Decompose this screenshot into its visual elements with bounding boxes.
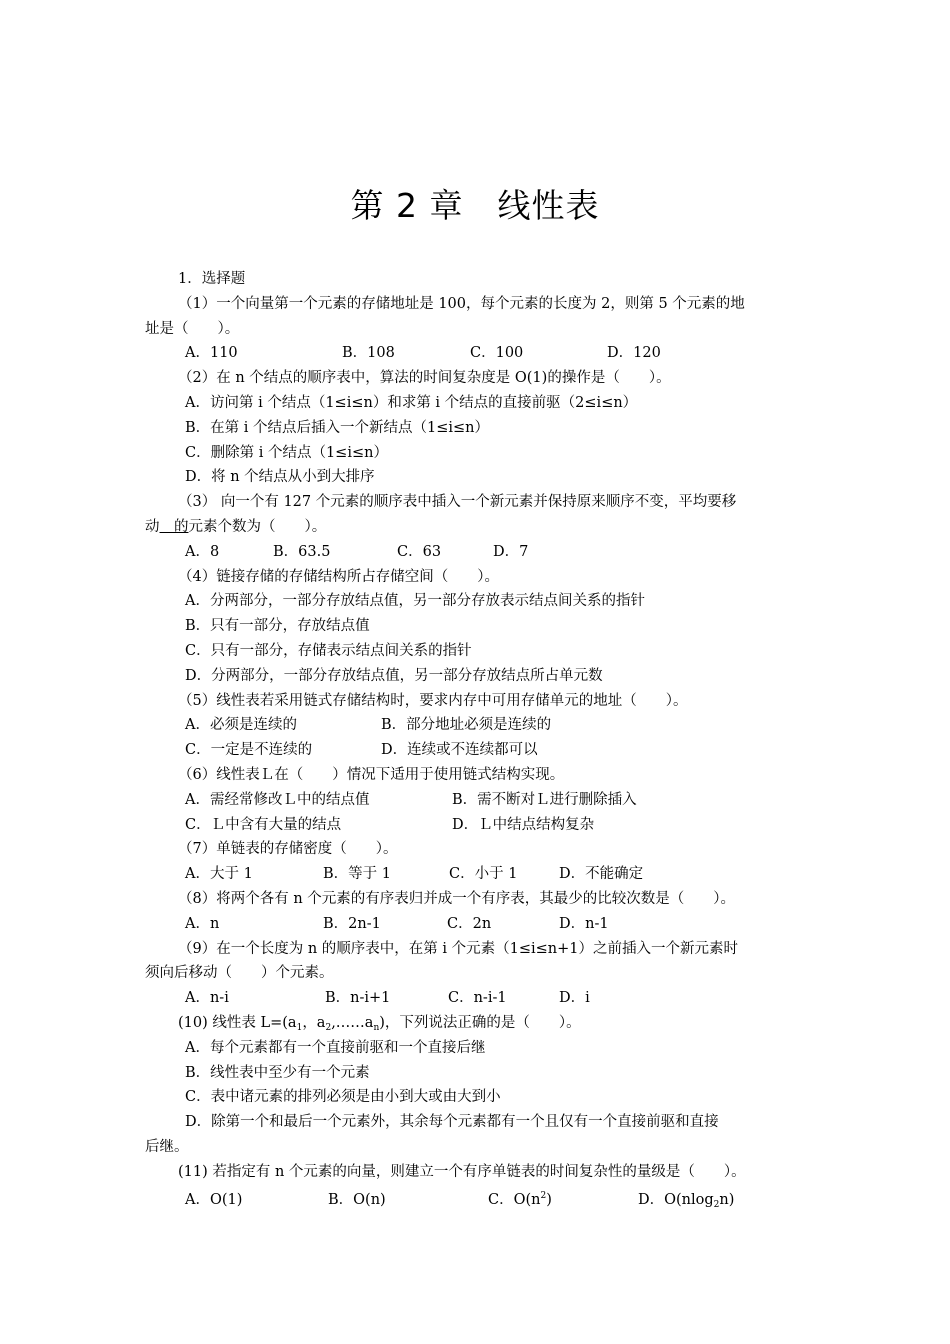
q6-options-row1 <box>145 788 810 813</box>
q3-option-a: A．8 <box>185 543 220 560</box>
q3-option-d: D．7 <box>493 543 529 560</box>
q7-option-c: C．小于 1 <box>449 866 518 883</box>
q3-option-c: C．63 <box>397 543 442 560</box>
q5-options-row2 <box>145 738 810 763</box>
q3-options <box>145 540 810 565</box>
q11-options <box>145 1184 810 1209</box>
q10-stem-part-d: )，下列说法正确的是（ ）。 <box>379 1014 581 1031</box>
q11-option-d-subscript: 2 <box>713 1200 720 1211</box>
q10-stem-part-b: ，a <box>302 1014 326 1031</box>
q1-option-c: C．100 <box>470 345 524 362</box>
q10-option-d-continuation: 后继。 <box>145 1138 189 1155</box>
q10-option-c: C．表中诸元素的排列必须是由小到大或由大到小 <box>185 1089 501 1106</box>
q3-underlined-text: 的 <box>159 518 189 535</box>
q2-stem: （2）在 n 个结点的顺序表中，算法的时间复杂度是 O(1)的操作是（ ）。 <box>178 370 671 387</box>
q5-stem: （5）线性表若采用链式存储结构时，要求内存中可用存储单元的地址（ ）。 <box>178 692 688 709</box>
q9-option-c: C．n-i-1 <box>448 990 507 1007</box>
q2-option-b: B．在第 i 个结点后插入一个新结点（1≤i≤n） <box>185 419 490 436</box>
q10-option-d: D．除第一个和最后一个元素外，其余每个元素都有一个且仅有一个直接前驱和直接 <box>185 1114 719 1131</box>
q5-option-b: B．部分地址必须是连续的 <box>381 717 552 734</box>
q4-option-a: A．分两部分，一部分存放结点值，另一部分存放表示结点间关系的指针 <box>185 593 645 610</box>
q1-option-a: A．110 <box>185 345 238 362</box>
q11-option-c <box>488 1184 638 1213</box>
question-list <box>145 267 810 1209</box>
q1-option-b: B．108 <box>342 345 395 362</box>
q1-stem-line2: 址是（ ）。 <box>145 320 240 337</box>
q7-option-b: B．等于 1 <box>323 866 391 883</box>
q6-option-a: A．需经常修改Ｌ中的结点值 <box>185 791 370 808</box>
q6-options-row2 <box>145 813 810 838</box>
q9-stem-line1: （9）在一个长度为 n 的顺序表中，在第 i 个元素（1≤i≤n+1）之前插入一个新元素时 <box>178 940 739 957</box>
q6-option-b: B．需不断对Ｌ进行删除插入 <box>452 791 637 808</box>
q10-option-a: A．每个元素都有一个直接前驱和一个直接后继 <box>185 1039 486 1056</box>
q1-option-d: D．120 <box>607 345 661 362</box>
q7-options <box>145 862 810 887</box>
q9-stem-line2: 须向后移动（ ）个元素。 <box>145 965 334 982</box>
q11-option-c-text: C．O(n <box>488 1192 541 1209</box>
q2-option-c: C．删除第 i 个结点（1≤i≤n） <box>185 444 388 461</box>
q10-subscript-n: n <box>373 1022 380 1033</box>
q3-stem-part-a: 动 <box>145 518 160 535</box>
q11-option-d-text: D．O(nlog <box>638 1192 714 1209</box>
q1-stem-line1: （1）一个向量第一个元素的存储地址是 100，每个元素的长度为 2，则第 5 个元素的地 <box>178 295 745 312</box>
q10-subscript-2: 2 <box>325 1022 332 1033</box>
q6-option-d: D．Ｌ中结点结构复杂 <box>452 816 595 833</box>
q5-option-d: D．连续或不连续都可以 <box>381 742 538 759</box>
q4-option-c: C．只有一部分，存储表示结点间关系的指针 <box>185 642 472 659</box>
q11-option-d-close: n) <box>719 1192 735 1209</box>
q8-option-b: B．2n-1 <box>323 915 381 932</box>
q11-option-d <box>638 1188 734 1213</box>
q2-option-d: D．将 n 个结点从小到大排序 <box>185 469 375 486</box>
q5-option-a: A．必须是连续的 <box>185 717 297 734</box>
q10-stem-part-a: (10) 线性表 L=(a <box>178 1014 297 1031</box>
q4-option-d: D．分两部分，一部分存放结点值，另一部分存放结点所占单元数 <box>185 667 603 684</box>
q9-option-a: A．n-i <box>185 990 229 1007</box>
q8-option-a: A．n <box>185 915 220 932</box>
q11-option-c-superscript: 2 <box>540 1191 547 1202</box>
q9-options <box>145 986 810 1011</box>
q3-stem-line2 <box>145 515 810 540</box>
q11-option-b: B．O(n) <box>328 1192 386 1209</box>
q2-option-a: A．访问第 i 个结点（1≤i≤n）和求第 i 个结点的直接前驱（2≤i≤n） <box>185 394 638 411</box>
q8-option-d: D．n-1 <box>559 915 609 932</box>
q3-stem-part-c: 元素个数为（ ）。 <box>188 518 327 535</box>
q8-stem: （8）将两个各有 n 个元素的有序表归并成一个有序表，其最少的比较次数是（ ）。 <box>178 890 736 907</box>
q8-option-c: C．2n <box>447 915 492 932</box>
q4-stem: （4）链接存储的存储结构所占存储空间（ ）。 <box>178 568 499 585</box>
q10-stem <box>145 1011 810 1036</box>
q7-stem: （7）单链表的存储密度（ ）。 <box>178 841 398 858</box>
q4-option-b: B．只有一部分，存放结点值 <box>185 618 370 635</box>
q7-option-d: D．不能确定 <box>559 866 644 883</box>
chapter-title: 第 2 章 线性表 <box>350 186 600 225</box>
section-heading: 1．选择题 <box>178 271 246 287</box>
q10-option-b: B．线性表中至少有一个元素 <box>185 1064 370 1081</box>
q11-option-c-close: ) <box>546 1192 552 1209</box>
q7-option-a: A．大于 1 <box>185 866 253 883</box>
q5-options-row1 <box>145 713 810 738</box>
q10-subscript-1: 1 <box>296 1022 303 1033</box>
q10-stem-part-c: ,……a <box>331 1014 374 1031</box>
q8-options <box>145 912 810 937</box>
q3-option-b: B．63.5 <box>273 543 331 560</box>
q6-option-c: C．Ｌ中含有大量的结点 <box>185 816 342 833</box>
q9-option-d: D．i <box>559 990 590 1007</box>
q1-options <box>145 341 810 366</box>
q9-option-b: B．n-i+1 <box>325 990 391 1007</box>
q5-option-c: C．一定是不连续的 <box>185 742 313 759</box>
q3-stem-line1: （3） 向一个有 127 个元素的顺序表中插入一个新元素并保持原来顺序不变，平均要移 <box>178 494 737 511</box>
q11-option-a: A．O(1) <box>185 1192 243 1209</box>
q11-stem: (11) 若指定有 n 个元素的向量，则建立一个有序单链表的时间复杂性的量级是（ ）。 <box>178 1163 746 1180</box>
q6-stem: （6）线性表Ｌ在（ ）情况下适用于使用链式结构实现。 <box>178 766 565 783</box>
